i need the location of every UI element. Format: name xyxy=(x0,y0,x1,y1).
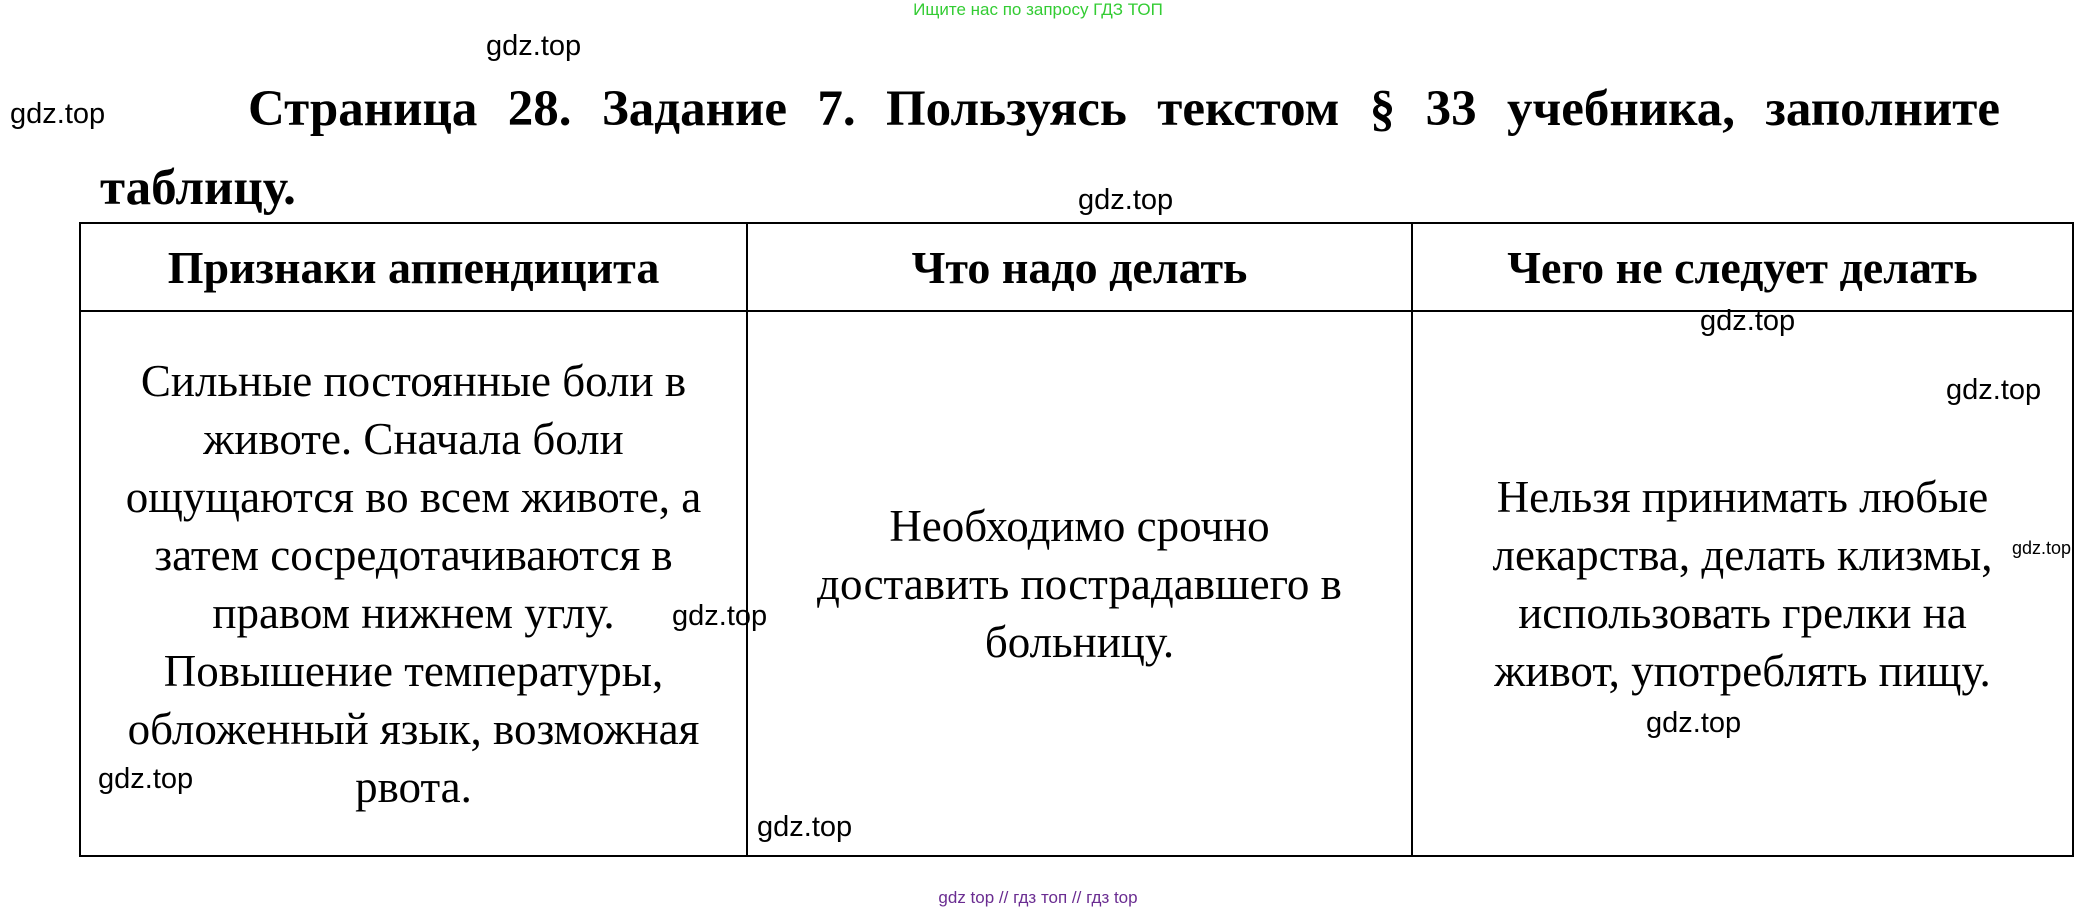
watermark: gdz.top xyxy=(757,811,853,843)
watermark: gdz.top xyxy=(98,763,194,795)
header-signs: Признаки аппендицита xyxy=(167,241,660,293)
search-hint-banner: Ищите нас по запросу ГДЗ ТОП xyxy=(913,0,1163,19)
watermark: gdz.top xyxy=(10,98,106,130)
task-heading: Страница 28. Задание 7. Пользуясь текстом § 33 учебника, заполните таблицу. xyxy=(100,81,2000,216)
cell-signs: Сильные постоянные боли в животе. Сначала боли ощущаются во всем животе, а затем сосредотачиваются в правом нижнем углу. Повышение температуры, обложенный язык, возможная рвота. xyxy=(125,355,702,812)
cell-what-not-to-do: Нельзя принимать любые лекарства, делать клизмы, использовать грелки на живот, употреблять пищу. xyxy=(1492,471,1993,696)
watermark: gdz.top xyxy=(1646,707,1742,739)
watermark: gdz.top xyxy=(672,600,768,632)
header-what-to-do: Что надо делать xyxy=(911,241,1248,293)
watermark: gdz.top xyxy=(486,30,582,62)
watermark: gdz.top xyxy=(2012,538,2072,558)
watermark: gdz.top xyxy=(1700,305,1796,337)
header-what-not-to-do: Чего не следует делать xyxy=(1507,241,1978,293)
watermark: gdz.top xyxy=(1946,374,2042,406)
watermark: gdz.top xyxy=(1078,184,1174,216)
cell-what-to-do: Необходимо срочно доставить пострадавшего в больницу. xyxy=(817,500,1342,667)
footer-links: gdz top // гдз топ // гдз top xyxy=(938,888,1138,907)
